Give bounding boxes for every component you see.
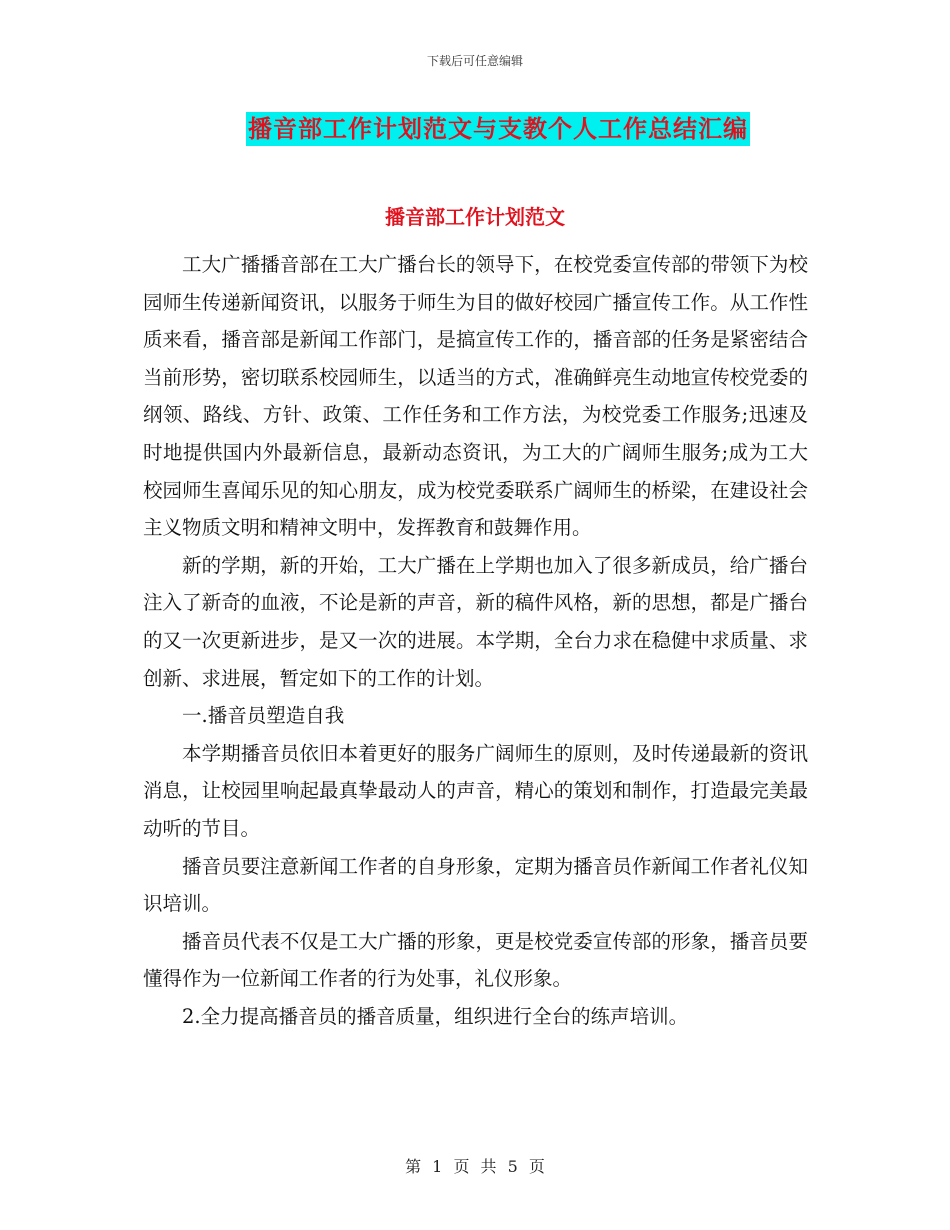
paragraph-6: 播音员代表不仅是工大广播的形象，更是校党委宣传部的形象，播音员要懂得作为一位新闻工作者的行为处事，礼仪形象。 xyxy=(143,929,808,991)
page-number-footer: 第 1 页 共 5 页 xyxy=(405,1157,545,1176)
page-header-note: 下载后可任意编辑 xyxy=(426,54,523,68)
section-title: 播音部工作计划范文 xyxy=(385,205,565,229)
paragraph-2: 新的学期，新的开始，工大广播在上学期也加入了很多新成员，给广播台注入了新奇的血液，不论是新的声音，新的稿件风格，新的思想，都是广播台的又一次更新进步，是又一次的进展。本学期，全台力求在稳健中求质量、求创新、求进展，暂定如下的工作的计划。 xyxy=(143,553,808,690)
document-title-container xyxy=(0,112,950,146)
paragraph-3-heading: 一.播音员塑造自我 xyxy=(182,704,345,728)
document-body xyxy=(143,246,808,1035)
paragraph-4: 本学期播音员依旧本着更好的服务广阔师生的原则，及时传递最新的资讯消息，让校园里响起最真挚最动人的声音，精心的策划和制作，打造最完美最动听的节目。 xyxy=(143,741,808,840)
paragraph-5: 播音员要注意新闻工作者的自身形象，定期为播音员作新闻工作者礼仪知识培训。 xyxy=(143,854,808,916)
paragraph-1: 工大广播播音部在工大广播台长的领导下，在校党委宣传部的带领下为校园师生传递新闻资讯，以服务于师生为目的做好校园广播宣传工作。从工作性质来看，播音部是新闻工作部门，是搞宣传工作的，播音部的任务是紧密结合当前形势，密切联系校园师生，以适当的方式，准确鲜亮生动地宣传校党委的纲领、路线、方针、政策、工作任务和工作方法，为校党委工作服务;迅速及时地提供国内外最新信息，最新动态资讯，为工大的广阔师生服务;成为工大校园师生喜闻乐见的知心朋友，成为校党委联系广阔师生的桥梁，在建设社会主义物质文明和精神文明中，发挥教育和鼓舞作用。 xyxy=(143,253,808,540)
document-title: 播音部工作计划范文与支教个人工作总结汇编 xyxy=(246,112,750,146)
paragraph-7: 2.全力提高播音员的播音质量，组织进行全台的练声培训。 xyxy=(182,1004,689,1028)
